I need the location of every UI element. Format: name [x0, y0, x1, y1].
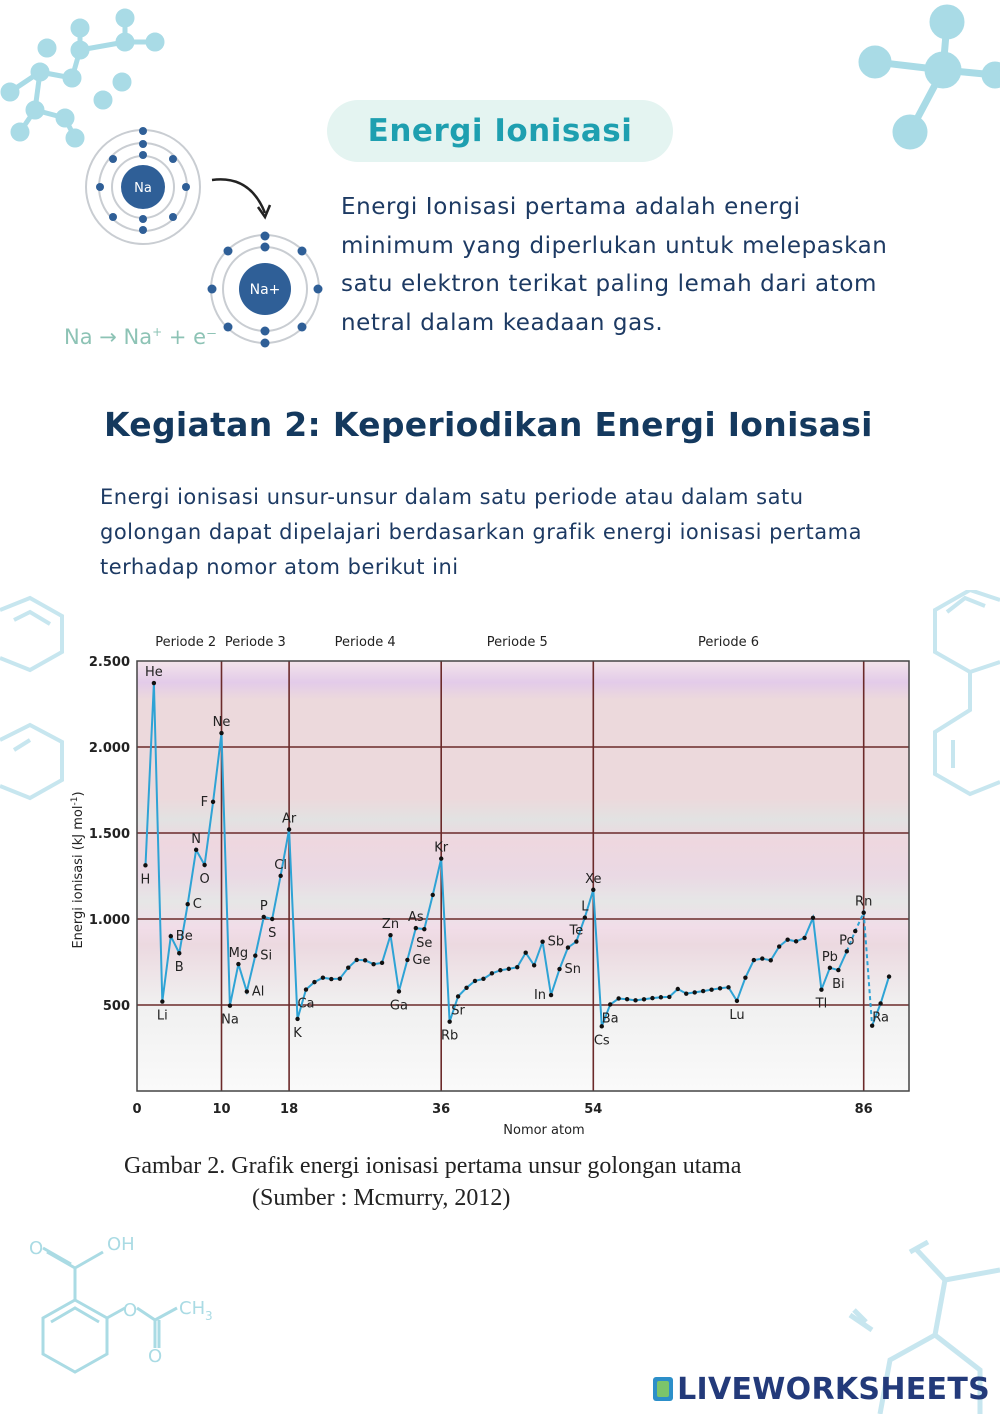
element-label: L [581, 899, 589, 915]
y-tick-label: 1.500 [88, 827, 130, 842]
element-label: Rn [855, 894, 873, 910]
element-label: Pb [821, 949, 838, 965]
element-label: O [199, 871, 210, 887]
title-pill [327, 100, 673, 162]
element-label: Li [156, 1008, 168, 1024]
element-label: S [268, 926, 277, 941]
data-point [743, 975, 747, 979]
y-axis-label: Energi ionisasi (kJ mol$^{-1}$) [70, 791, 86, 949]
data-point [236, 962, 240, 966]
element-label: B [174, 960, 184, 976]
element-label: Si [260, 948, 273, 964]
definition-text: Energi Ionisasi pertama adalah energi minimum yang diperlukan untuk melepaskan satu elektron terikat paling lemah dari atom netral dalam keadaan gas. [341, 194, 888, 336]
data-point [625, 997, 629, 1001]
data-point [414, 926, 418, 930]
data-point [507, 967, 511, 971]
element-label: F [200, 794, 209, 810]
element-label: Ca [297, 996, 315, 1012]
data-point [431, 893, 435, 897]
data-point [228, 1003, 232, 1007]
data-point [650, 996, 654, 1000]
element-label: H [140, 872, 151, 888]
data-point [219, 731, 223, 735]
element-label: Ra [872, 1010, 889, 1026]
arrow-icon [212, 179, 265, 213]
period-label: Periode 3 [224, 635, 286, 650]
data-point [160, 999, 164, 1003]
brand-name: LIVEWORKSHEETS [677, 1372, 990, 1407]
element-label: Te [569, 923, 584, 939]
data-point [532, 963, 536, 967]
data-point [701, 989, 705, 993]
data-point [887, 974, 891, 978]
element-label: N [191, 831, 202, 847]
data-point [836, 968, 840, 972]
section-body: Energi ionisasi unsur-unsur dalam satu periode atau dalam satu golongan dapat dipelajari berdasarkan grafik energi ionisasi pertama terhadap nomor atom berikut ini [100, 485, 862, 579]
element-label: He [145, 665, 163, 681]
element-label: Lu [729, 1007, 745, 1023]
element-label: Bi [832, 977, 845, 993]
element-label: Be [175, 929, 193, 945]
svg-text:OH: OH [107, 1234, 135, 1255]
data-point [726, 985, 730, 989]
data-point [557, 967, 561, 971]
data-point [262, 915, 266, 919]
data-point [388, 933, 392, 937]
element-label: Se [416, 936, 433, 952]
data-point [769, 958, 773, 962]
data-point [346, 965, 350, 969]
period-label: Periode 4 [334, 635, 396, 650]
x-tick-label: 36 [432, 1102, 451, 1117]
data-point [177, 951, 181, 955]
element-label: Ge [412, 952, 431, 968]
brand-badge-icon [653, 1377, 673, 1401]
data-point [380, 961, 384, 965]
data-point [633, 998, 637, 1002]
y-tick-label: 2.000 [88, 741, 130, 756]
data-point [422, 927, 426, 931]
y-tick-label: 2.500 [88, 655, 130, 670]
data-point [397, 989, 401, 993]
data-point [481, 977, 485, 981]
atom-label: Na [134, 181, 152, 196]
data-point [371, 962, 375, 966]
hexagon-decoration-icon [915, 590, 1000, 830]
data-point [802, 936, 806, 940]
x-tick-label: 0 [132, 1102, 142, 1117]
x-axis-label: Nomor atom [503, 1123, 585, 1138]
data-point [684, 991, 688, 995]
data-point [211, 800, 215, 804]
element-label: Cs [593, 1033, 610, 1049]
data-point [338, 976, 342, 980]
data-point [752, 958, 756, 962]
period-label: Periode 5 [486, 635, 548, 650]
page-title: Energi Ionisasi [367, 113, 633, 149]
data-point [169, 934, 173, 938]
data-point [540, 940, 544, 944]
data-point [405, 958, 409, 962]
data-point [447, 1019, 451, 1023]
svg-text:O: O [29, 1238, 44, 1259]
data-point [363, 958, 367, 962]
data-point [524, 951, 528, 955]
data-point [295, 1017, 299, 1021]
element-label: Ar [281, 811, 297, 827]
element-label: As [408, 910, 424, 926]
element-label: Ne [212, 715, 231, 731]
data-point [498, 968, 502, 972]
element-label: Ba [601, 1011, 619, 1027]
element-label: Tl [815, 996, 828, 1012]
element-label: Cl [274, 857, 288, 873]
svg-text:O: O [148, 1346, 163, 1367]
brand-logo [653, 1372, 990, 1407]
element-label: Sn [564, 962, 581, 978]
element-label: Ga [389, 998, 408, 1014]
data-point [709, 987, 713, 991]
element-label: Al [251, 984, 265, 1000]
data-point [186, 902, 190, 906]
element-label: In [533, 988, 547, 1004]
figure-source: (Sumber : Mcmurry, 2012) [252, 1185, 511, 1211]
element-label: Sb [547, 934, 565, 950]
data-point [194, 848, 198, 852]
element-label: Na [221, 1012, 239, 1028]
data-point [583, 915, 587, 919]
figure-caption: Gambar 2. Grafik energi ionisasi pertama unsur golongan utama [124, 1153, 742, 1179]
element-label: Xe [585, 871, 602, 887]
data-point [819, 987, 823, 991]
x-tick-label: 18 [280, 1102, 299, 1117]
molecule-decoration-icon [855, 0, 1000, 160]
x-tick-label: 10 [212, 1102, 231, 1117]
data-point [278, 874, 282, 878]
plot-background [137, 661, 909, 1091]
element-label: C [192, 897, 202, 913]
equation-charge: + [152, 325, 163, 339]
data-point [355, 958, 359, 962]
data-point [608, 1002, 612, 1006]
ion-label: Na+ [249, 282, 281, 298]
data-point [693, 990, 697, 994]
data-point [287, 827, 291, 831]
data-point [659, 995, 663, 999]
data-point [777, 944, 781, 948]
data-point [490, 971, 494, 975]
data-point [862, 910, 866, 914]
data-point [312, 980, 316, 984]
data-point [321, 975, 325, 979]
section-title: Kegiatan 2: Keperiodikan Energi Ionisasi [104, 405, 873, 444]
data-point [152, 681, 156, 685]
data-point [202, 863, 206, 867]
data-point [591, 888, 595, 892]
element-label: Sr [451, 1003, 465, 1019]
data-point [439, 856, 443, 860]
y-tick-label: 500 [102, 999, 130, 1014]
ionization-equation [64, 325, 217, 349]
ionization-energy-chart [60, 620, 920, 1140]
data-point [735, 999, 739, 1003]
data-point [616, 996, 620, 1000]
element-label: Mg [228, 946, 249, 962]
element-label: P [259, 898, 268, 914]
x-tick-label: 54 [584, 1102, 603, 1117]
data-point [828, 966, 832, 970]
svg-text:3: 3 [205, 1309, 213, 1323]
data-point [811, 916, 815, 920]
data-point [253, 953, 257, 957]
period-label: Periode 6 [698, 635, 759, 650]
data-point [676, 987, 680, 991]
data-point [878, 1001, 882, 1005]
x-tick-label: 86 [854, 1102, 873, 1117]
data-point [329, 977, 333, 981]
element-label: K [293, 1025, 302, 1041]
data-point [304, 987, 308, 991]
data-point [473, 979, 477, 983]
data-point [794, 939, 798, 943]
equation-right: + e⁻ [162, 325, 218, 349]
data-point [515, 965, 519, 969]
svg-text:O: O [123, 1300, 138, 1321]
data-point [760, 956, 764, 960]
element-label: Zn [381, 917, 400, 933]
data-point [464, 986, 468, 990]
element-label: Kr [434, 840, 449, 856]
data-point [845, 949, 849, 953]
svg-text:CH: CH [179, 1298, 206, 1319]
data-point [456, 994, 460, 998]
data-point [143, 863, 147, 867]
sodium-atom-diagram [80, 125, 330, 355]
data-point [718, 986, 722, 990]
data-point [574, 939, 578, 943]
element-label: Po [839, 933, 855, 949]
data-point [566, 945, 570, 949]
data-point [667, 995, 671, 999]
aspirin-structure-icon [15, 1230, 215, 1415]
element-label: Rb [441, 1028, 459, 1044]
y-tick-label: 1.000 [88, 913, 130, 928]
data-point [245, 989, 249, 993]
data-point [785, 937, 789, 941]
data-point [549, 993, 553, 997]
period-label: Periode 2 [155, 635, 217, 650]
equation-left: Na → Na [64, 325, 153, 349]
data-point [270, 917, 274, 921]
data-point [642, 997, 646, 1001]
